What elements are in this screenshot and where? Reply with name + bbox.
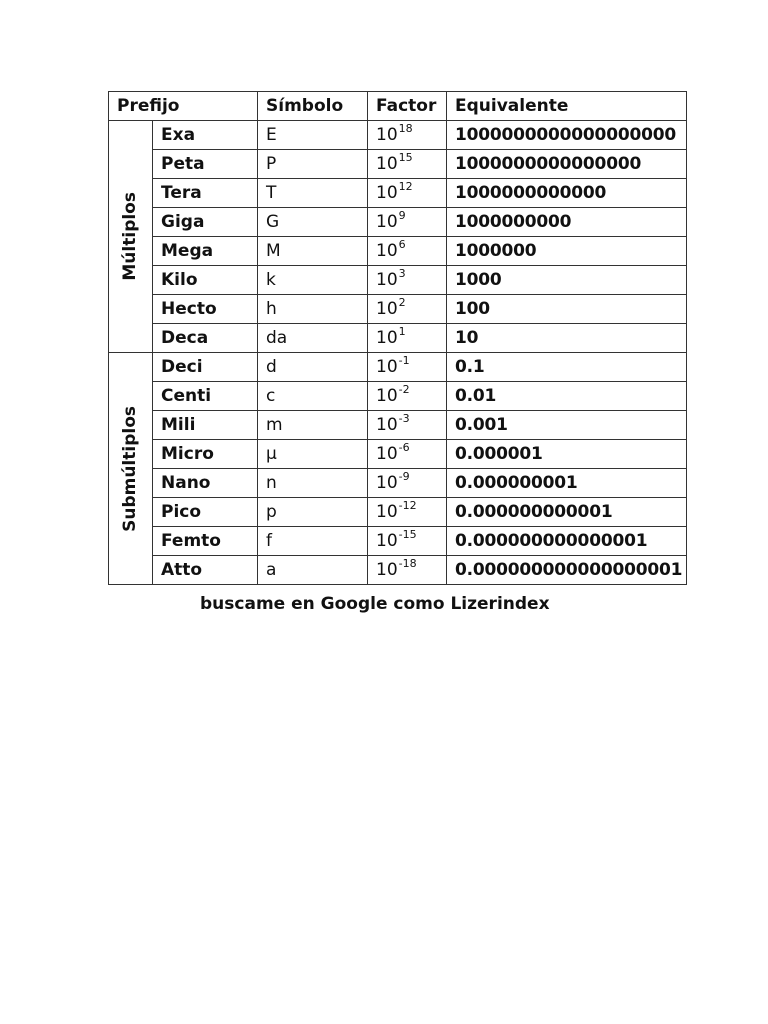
prefix-factor — [368, 179, 447, 208]
prefix-name: Peta — [153, 150, 258, 179]
prefix-equivalent: 0.1 — [447, 353, 687, 382]
prefix-symbol: k — [258, 266, 368, 295]
factor-base: 10 — [376, 386, 398, 406]
factor-exponent: 9 — [398, 209, 406, 223]
prefix-name: Tera — [153, 179, 258, 208]
factor-base: 10 — [376, 560, 398, 580]
table-body — [109, 121, 687, 585]
prefix-symbol: G — [258, 208, 368, 237]
table-row — [109, 556, 687, 585]
prefix-symbol: a — [258, 556, 368, 585]
factor-base: 10 — [376, 357, 398, 377]
prefix-factor — [368, 353, 447, 382]
factor-base: 10 — [376, 473, 398, 493]
factor-base: 10 — [376, 415, 398, 435]
group-submultiplos — [109, 353, 153, 585]
factor-exponent: -2 — [398, 383, 410, 397]
prefix-equivalent: 10 — [447, 324, 687, 353]
group-multiplos — [109, 121, 153, 353]
table-row — [109, 208, 687, 237]
prefix-equivalent: 1000000000000 — [447, 179, 687, 208]
factor-exponent: 3 — [398, 267, 406, 281]
prefix-factor — [368, 295, 447, 324]
prefix-equivalent: 1000000000000000000 — [447, 121, 687, 150]
table-row — [109, 498, 687, 527]
prefix-symbol: n — [258, 469, 368, 498]
factor-base: 10 — [376, 241, 398, 261]
prefix-name: Atto — [153, 556, 258, 585]
factor-base: 10 — [376, 212, 398, 232]
prefix-factor — [368, 324, 447, 353]
prefix-symbol: f — [258, 527, 368, 556]
factor-exponent: 15 — [398, 151, 413, 165]
factor-base: 10 — [376, 531, 398, 551]
table-row — [109, 237, 687, 266]
table-row — [109, 469, 687, 498]
prefix-name: Nano — [153, 469, 258, 498]
table-row — [109, 150, 687, 179]
factor-base: 10 — [376, 270, 398, 290]
factor-exponent: -6 — [398, 441, 410, 455]
factor-base: 10 — [376, 444, 398, 464]
prefix-factor — [368, 411, 447, 440]
prefix-name: Femto — [153, 527, 258, 556]
group-label-multiplos: Múltiplos — [120, 192, 140, 281]
prefix-symbol: µ — [258, 440, 368, 469]
header-factor: Factor — [368, 92, 447, 121]
prefix-name: Deca — [153, 324, 258, 353]
prefix-name: Giga — [153, 208, 258, 237]
prefix-name: Pico — [153, 498, 258, 527]
prefix-factor — [368, 382, 447, 411]
prefix-symbol: da — [258, 324, 368, 353]
prefix-equivalent: 0.000000000000000001 — [447, 556, 687, 585]
factor-base: 10 — [376, 154, 398, 174]
prefix-factor — [368, 556, 447, 585]
table-row — [109, 179, 687, 208]
prefix-equivalent: 1000000000000000 — [447, 150, 687, 179]
prefix-name: Micro — [153, 440, 258, 469]
prefix-symbol: c — [258, 382, 368, 411]
prefix-symbol: P — [258, 150, 368, 179]
prefix-name: Centi — [153, 382, 258, 411]
prefix-factor — [368, 469, 447, 498]
table-row — [109, 382, 687, 411]
table-row — [109, 527, 687, 556]
caption-text: buscame en Google como Lizerindex — [200, 594, 550, 614]
prefix-equivalent: 1000 — [447, 266, 687, 295]
si-prefix-table — [108, 91, 687, 585]
prefix-name: Mega — [153, 237, 258, 266]
header-equivalente: Equivalente — [447, 92, 687, 121]
factor-exponent: -12 — [398, 499, 417, 513]
prefix-symbol: d — [258, 353, 368, 382]
factor-exponent: -15 — [398, 528, 417, 542]
prefix-symbol: m — [258, 411, 368, 440]
prefix-equivalent: 1000000 — [447, 237, 687, 266]
factor-base: 10 — [376, 125, 398, 145]
prefix-name: Mili — [153, 411, 258, 440]
prefix-symbol: M — [258, 237, 368, 266]
factor-base: 10 — [376, 328, 398, 348]
factor-exponent: 2 — [398, 296, 406, 310]
table-row — [109, 121, 687, 150]
factor-exponent: -9 — [398, 470, 410, 484]
factor-base: 10 — [376, 502, 398, 522]
factor-exponent: -18 — [398, 557, 417, 571]
factor-exponent: -3 — [398, 412, 410, 426]
factor-exponent: -1 — [398, 354, 410, 368]
table-row — [109, 295, 687, 324]
factor-exponent: 12 — [398, 180, 413, 194]
prefix-symbol: E — [258, 121, 368, 150]
prefix-symbol: h — [258, 295, 368, 324]
factor-exponent: 18 — [398, 122, 413, 136]
prefix-equivalent: 0.01 — [447, 382, 687, 411]
prefix-symbol: T — [258, 179, 368, 208]
prefix-equivalent: 0.000000000001 — [447, 498, 687, 527]
table-row — [109, 440, 687, 469]
prefix-equivalent: 100 — [447, 295, 687, 324]
prefix-factor — [368, 266, 447, 295]
prefix-factor — [368, 150, 447, 179]
prefix-name: Kilo — [153, 266, 258, 295]
factor-exponent: 1 — [398, 325, 406, 339]
prefix-factor — [368, 527, 447, 556]
header-prefijo: Prefijo — [109, 92, 258, 121]
table-row — [109, 353, 687, 382]
prefix-factor — [368, 498, 447, 527]
header-simbolo: Símbolo — [258, 92, 368, 121]
prefix-equivalent: 1000000000 — [447, 208, 687, 237]
prefix-factor — [368, 237, 447, 266]
prefix-equivalent: 0.001 — [447, 411, 687, 440]
table-row — [109, 411, 687, 440]
prefix-equivalent: 0.000000000000001 — [447, 527, 687, 556]
header-row — [109, 92, 687, 121]
prefix-symbol: p — [258, 498, 368, 527]
factor-exponent: 6 — [398, 238, 406, 252]
factor-base: 10 — [376, 183, 398, 203]
table-row — [109, 324, 687, 353]
prefix-factor — [368, 208, 447, 237]
factor-base: 10 — [376, 299, 398, 319]
prefix-equivalent: 0.000001 — [447, 440, 687, 469]
prefix-name: Deci — [153, 353, 258, 382]
prefix-factor — [368, 121, 447, 150]
group-label-submultiplos: Submúltiplos — [120, 405, 140, 532]
table-row — [109, 266, 687, 295]
prefix-name: Exa — [153, 121, 258, 150]
prefix-factor — [368, 440, 447, 469]
prefix-name: Hecto — [153, 295, 258, 324]
prefix-equivalent: 0.000000001 — [447, 469, 687, 498]
